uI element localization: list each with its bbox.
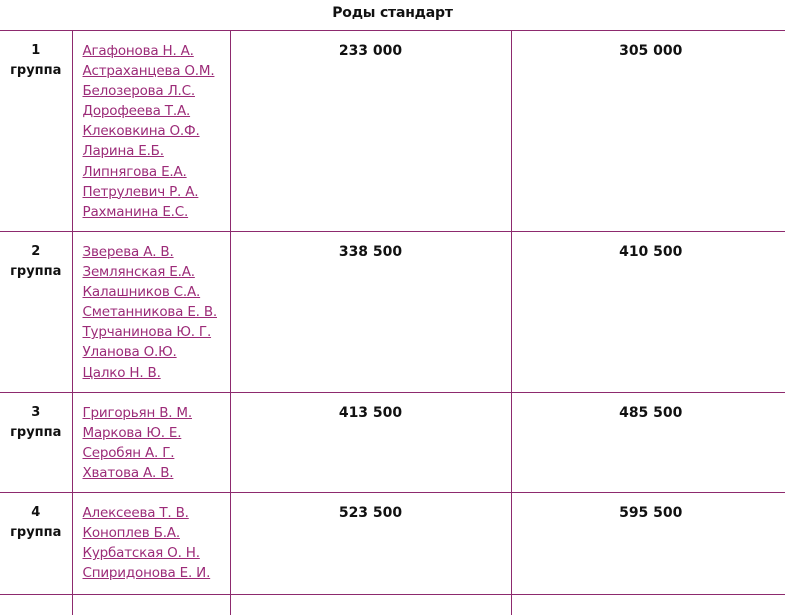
price-cell-1: [230, 595, 511, 615]
doctor-link[interactable]: Астраханцева О.М.: [82, 63, 215, 80]
doctor-link[interactable]: Алексеева Т. В.: [82, 505, 189, 521]
page-title: Роды стандарт: [332, 5, 453, 21]
doctors-cell: [72, 232, 230, 393]
doctor-link[interactable]: Липнягова Е.А.: [82, 163, 187, 180]
price-cell-1: 338 500: [230, 232, 511, 393]
doctor-link[interactable]: Белозерова Л.С.: [82, 83, 195, 100]
doctor-link[interactable]: Землянская Е.А.: [82, 264, 195, 281]
doctor-link[interactable]: Серобян А. Г.: [82, 445, 175, 462]
group-label: группа: [10, 63, 62, 78]
group-cell: [0, 31, 72, 232]
doctor-link[interactable]: Агафонова Н. А.: [82, 43, 194, 59]
group-label: группа: [10, 525, 62, 540]
doctor-link[interactable]: Хватова А. В.: [82, 465, 174, 482]
price-cell-2: 595 500: [511, 493, 785, 595]
price-cell-2: 305 000: [511, 31, 785, 232]
doctor-link[interactable]: Курбатская О. Н.: [82, 545, 200, 562]
group-cell: [0, 595, 72, 615]
doctor-link[interactable]: Рахманина Е.С.: [82, 203, 189, 220]
price-cell-2: [511, 595, 785, 615]
doctor-link[interactable]: Турчанинова Ю. Г.: [82, 324, 212, 341]
doctor-link[interactable]: Ларина Е.Б.: [82, 143, 164, 160]
group-label: группа: [10, 425, 62, 440]
group-number: 2: [31, 244, 41, 259]
group-cell: [0, 493, 72, 595]
doctor-link[interactable]: Петрулевич Р. А.: [82, 183, 199, 200]
group-number: 3: [31, 405, 41, 420]
doctor-link[interactable]: Маркова Ю. Е.: [82, 425, 182, 442]
doctors-cell: [72, 31, 230, 232]
price-cell-1: 413 500: [230, 393, 511, 493]
group-cell: [0, 393, 72, 493]
doctors-cell: [72, 493, 230, 595]
doctor-link[interactable]: Спиридонова Е. И.: [82, 565, 211, 582]
group-label: группа: [10, 264, 62, 279]
doctor-link[interactable]: Калашников С.А.: [82, 284, 201, 301]
table-row: [0, 595, 785, 615]
doctor-link[interactable]: Цалко Н. В.: [82, 364, 161, 381]
doctor-link[interactable]: Сметанникова Е. В.: [82, 304, 217, 321]
price-cell-2: 410 500: [511, 232, 785, 393]
price-cell-2: 485 500: [511, 393, 785, 493]
doctor-link[interactable]: Коноплев Б.А.: [82, 525, 180, 542]
group-number: 1: [31, 43, 41, 58]
table-row: [0, 493, 785, 595]
price-cell-1: 523 500: [230, 493, 511, 595]
doctor-link[interactable]: Клековкина О.Ф.: [82, 123, 200, 140]
price-table: [0, 30, 785, 615]
doctors-cell: [72, 393, 230, 493]
group-cell: [0, 232, 72, 393]
table-row: [0, 232, 785, 393]
doctor-link[interactable]: Уланова О.Ю.: [82, 344, 177, 361]
group-number: 4: [31, 505, 41, 520]
doctor-link[interactable]: Дорофеева Т.А.: [82, 103, 191, 120]
doctor-link[interactable]: Григорьян В. М.: [82, 405, 192, 421]
table-row: [0, 31, 785, 232]
table-row: [0, 393, 785, 493]
price-cell-1: 233 000: [230, 31, 511, 232]
doctors-cell: [72, 595, 230, 615]
doctor-link[interactable]: Зверева А. В.: [82, 244, 174, 260]
